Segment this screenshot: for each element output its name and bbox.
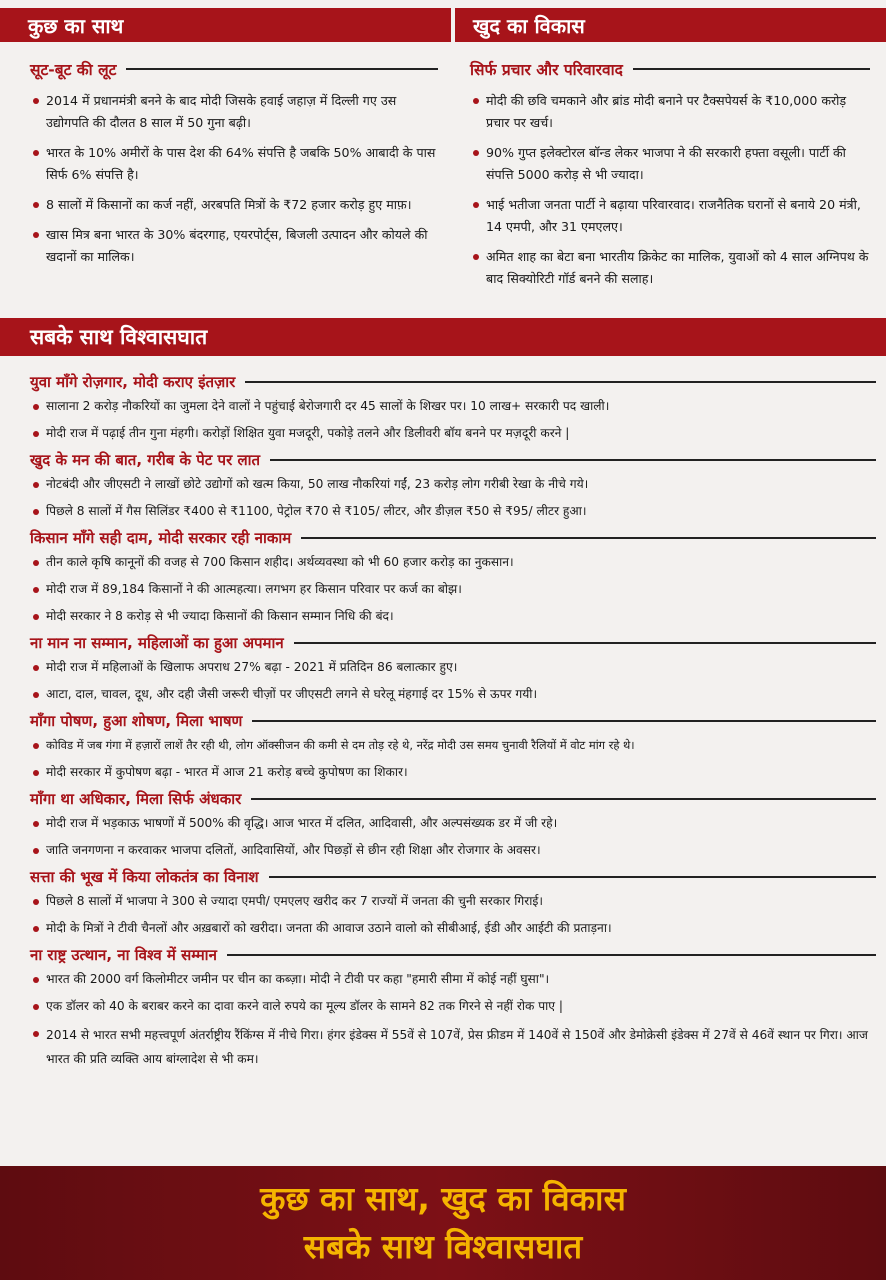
list-item: मोदी राज में महिलाओं के खिलाफ अपराध 27% बढ़ा - 2021 में प्रतिदिन 86 बलात्कार हुए। (30, 657, 876, 677)
list-item: मोदी राज में पढ़ाई तीन गुना मंहगी। करोड़ों शिक्षित युवा मजदूरी, पकोड़े तलने और डिलीवरी बॉय बनने पर मज़दूरी करने | (30, 423, 876, 443)
right-bullet-list (470, 90, 870, 290)
section-heading-text: किसान माँगे सही दाम, मोदी सरकार रही नाकाम (30, 529, 292, 547)
list-item: आटा, दाल, चावल, दूध, और दही जैसी जरूरी चीज़ों पर जीएसटी लगने से घरेलू मंहगाई दर 15% से ऊपर गयी। (30, 684, 876, 704)
list-item: जाति जनगणना न करवाकर भाजपा दलितों, आदिवासियों, और पिछड़ों से छीन रही शिक्षा और रोजगार के अवसर। (30, 840, 876, 860)
right-heading-text: सिर्फ प्रचार और परिवारवाद (470, 61, 623, 79)
section-list (30, 891, 876, 938)
heading-rule (294, 642, 876, 644)
heading-rule (126, 68, 438, 70)
left-column (30, 58, 438, 276)
section (30, 633, 876, 704)
list-item: मोदी के मित्रों ने टीवी चैनलों और अख़बारों को खरीदा। जनता की आवाज उठाने वालो को सीबीआई, ईडी और आईटी की प्रताड़ना। (30, 918, 876, 938)
section-heading (30, 711, 876, 731)
section-heading (30, 372, 876, 392)
section-heading-text: युवा माँगे रोज़गार, मोदी कराए इंतज़ार (30, 373, 236, 391)
footer-line-1: कुछ का साथ, खुद का विकास (260, 1179, 626, 1218)
list-item: एक डॉलर को 40 के बराबर करने का दावा करने वाले रुपये का मूल्य डॉलर के सामने 82 तक गिरने से नहीं रोक पाए | (30, 996, 876, 1016)
section-list (30, 396, 876, 443)
section-heading-text: ना मान ना सम्मान, महिलाओं का हुआ अपमान (30, 634, 284, 652)
list-item: 2014 में प्रधानमंत्री बनने के बाद मोदी जिसके हवाई जहाज़ में दिल्ली गए उस उद्योगपति की दौलत 8 साल में 50 गुना बढ़ी। (30, 90, 438, 134)
section (30, 867, 876, 938)
section-heading-text: खुद के मन की बात, गरीब के पेट पर लात (30, 451, 261, 469)
section-heading (30, 450, 876, 470)
heading-rule (270, 459, 876, 461)
heading-rule (245, 381, 876, 383)
list-item: कोविड में जब गंगा में हज़ारों लाशें तैर रही थी, लोग ऑक्सीजन की कमी से दम तोड़ रहे थे, नरेंद्र मोदी उस समय चुनावी रैलियों में वोट मांग रहे थे। (30, 735, 876, 755)
left-bullet-list (30, 90, 438, 268)
section-list (30, 813, 876, 860)
right-column-heading (470, 58, 870, 80)
list-item: मोदी राज में भड़काऊ भाषणों में 500% की वृद्धि। आज भारत में दलित, आदिवासी, और अल्पसंख्यक डर में जी रहे। (30, 813, 876, 833)
list-item: मोदी सरकार ने 8 करोड़ से भी ज्यादा किसानों की किसान सम्मान निधि की बंद। (30, 606, 876, 626)
list-item: मोदी सरकार में कुपोषण बढ़ा - भारत में आज 21 करोड़ बच्चे कुपोषण का शिकार। (30, 762, 876, 782)
section-list (30, 474, 876, 521)
top-banners (0, 8, 886, 42)
section-heading-text: ना राष्ट्र उत्थान, ना विश्व में सम्मान (30, 946, 217, 964)
section (30, 528, 876, 626)
right-column (470, 58, 870, 298)
section (30, 711, 876, 782)
section-heading (30, 945, 876, 965)
mid-banner-title: सबके साथ विश्वासघात (0, 318, 886, 356)
section-heading-text: माँगा था अधिकार, मिला सिर्फ अंधकार (30, 790, 242, 808)
list-item: खास मित्र बना भारत के 30% बंदरगाह, एयरपोर्ट्स, बिजली उत्पादन और कोयले की खदानों का मालिक। (30, 224, 438, 268)
left-column-heading (30, 58, 438, 80)
left-heading-text: सूट-बूट की लूट (30, 61, 117, 79)
left-banner-title: कुछ का साथ (0, 8, 451, 42)
list-item: भारत की 2000 वर्ग किलोमीटर जमीन पर चीन का कब्ज़ा। मोदी ने टीवी पर कहा "हमारी सीमा में कोई नहीं घुसा"। (30, 969, 876, 989)
list-item: मोदी की छवि चमकाने और ब्रांड मोदी बनाने पर टैक्सपेयर्स के ₹10,000 करोड़ प्रचार पर खर्च। (470, 90, 870, 134)
section (30, 789, 876, 860)
list-item: मोदी राज में 89,184 किसानों ने की आत्महत्या। लगभग हर किसान परिवार पर कर्ज का बोझ। (30, 579, 876, 599)
section-heading-text: माँगा पोषण, हुआ शोषण, मिला भाषण (30, 712, 243, 730)
section-heading (30, 867, 876, 887)
right-banner-title: खुद का विकास (455, 8, 886, 42)
section-heading (30, 789, 876, 809)
list-item: 2014 से भारत सभी महत्त्वपूर्ण अंतर्राष्ट्रीय रैंकिंग्स में नीचे गिरा। हंगर इंडेक्स में 55वें से 107वें, प्रेस फ्रीडम में 140वें से 150वें और डेमोक्रेसी इंडेक्स में 27वें से 46वें स्थान पर गिरा। आज भारत की प्रति व्यक्ति आय बांग्लादेश से भी कम। (30, 1023, 876, 1071)
section-heading (30, 528, 876, 548)
list-item: सालाना 2 करोड़ नौकरियों का जुमला देने वालों ने पहुंचाई बेरोजगारी दर 45 सालों के शिखर पर। 10 लाख+ सरकारी पद खाली। (30, 396, 876, 416)
heading-rule (633, 68, 870, 70)
section (30, 945, 876, 1071)
list-item: अमित शाह का बेटा बना भारतीय क्रिकेट का मालिक, युवाओं को 4 साल अग्निपथ के बाद सिक्योरिटी गॉर्ड बनने की सलाह। (470, 246, 870, 290)
sections-container (30, 372, 876, 1078)
footer-line-2: सबके साथ विश्वासघात (303, 1227, 583, 1266)
heading-rule (227, 954, 876, 956)
heading-rule (252, 720, 876, 722)
heading-rule (301, 537, 876, 539)
list-item: 90% गुप्त इलेक्टोरल बॉन्ड लेकर भाजपा ने की सरकारी हफ्ता वसूली। पार्टी की संपत्ति 5000 करोड़ से भी ज्यादा। (470, 142, 870, 186)
list-item: नोटबंदी और जीएसटी ने लाखों छोटे उद्योगों को खत्म किया, 50 लाख नौकरियां गईं, 23 करोड़ लोग गरीबी रेखा के नीचे गये। (30, 474, 876, 494)
footer-banner (0, 1166, 886, 1280)
heading-rule (269, 876, 876, 878)
list-item: 8 सालों में किसानों का कर्ज नहीं, अरबपति मित्रों के ₹72 हजार करोड़ हुए माफ़। (30, 194, 438, 216)
section-list (30, 552, 876, 626)
section-list (30, 969, 876, 1071)
section (30, 372, 876, 443)
section-heading (30, 633, 876, 653)
heading-rule (251, 798, 876, 800)
section (30, 450, 876, 521)
section-list (30, 735, 876, 782)
list-item: पिछले 8 सालों में गैस सिलिंडर ₹400 से ₹1100, पेट्रोल ₹70 से ₹105/ लीटर, और डीज़ल ₹50 से ₹95/ लीटर हुआ। (30, 501, 876, 521)
list-item: भाई भतीजा जनता पार्टी ने बढ़ाया परिवारवाद। राजनैतिक घरानों से बनाये 20 मंत्री, 14 एमपी, और 31 एमएलए। (470, 194, 870, 238)
section-list (30, 657, 876, 704)
section-heading-text: सत्ता की भूख में किया लोकतंत्र का विनाश (30, 868, 259, 886)
list-item: तीन काले कृषि कानूनों की वजह से 700 किसान शहीद। अर्थव्यवस्था को भी 60 हजार करोड़ का नुकसान। (30, 552, 876, 572)
list-item: भारत के 10% अमीरों के पास देश की 64% संपत्ति है जबकि 50% आबादी के पास सिर्फ 6% संपत्ति है। (30, 142, 438, 186)
list-item: पिछले 8 सालों में भाजपा ने 300 से ज्यादा एमपी/ एमएलए खरीद कर 7 राज्यों में जनता की चुनी सरकार गिराई। (30, 891, 876, 911)
